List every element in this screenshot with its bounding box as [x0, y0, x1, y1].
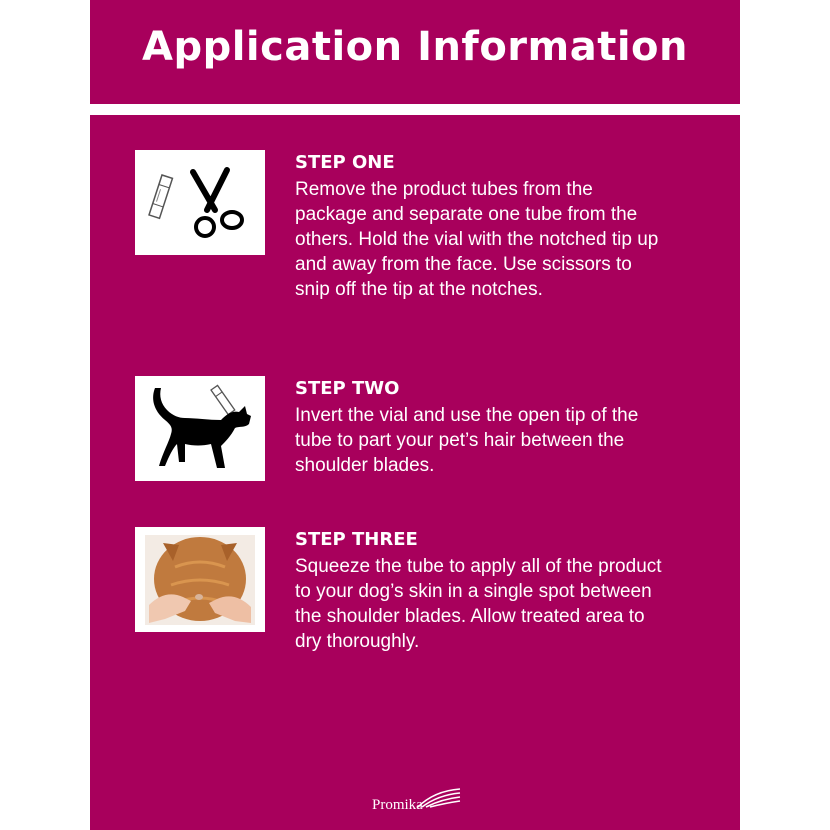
- instructions-panel: [90, 115, 740, 830]
- step-title: STEP ONE: [295, 152, 395, 173]
- step-body: Squeeze the tube to apply all of the product to your dog’s skin in a single spot between the shoulder blades. Allow treated area to dry thoroughly.: [295, 556, 662, 652]
- step-two-text: [295, 378, 665, 478]
- vial-and-scissors-icon: [135, 150, 265, 255]
- promika-logo: [372, 787, 462, 817]
- step-body: Invert the vial and use the open tip of the tube to part your pet’s hair between the shoulder blades.: [295, 405, 639, 476]
- page-title: Application Information: [142, 24, 688, 70]
- logo-text: Promika: [372, 797, 423, 813]
- step-title: STEP TWO: [295, 378, 400, 399]
- header-banner: [90, 0, 740, 104]
- step-three-text: [295, 529, 665, 654]
- step-body: Remove the product tubes from the package and separate one tube from the others. Hold the vial with the notched tip up and away from the face. Use scissors to snip off the tip at the notches.: [295, 179, 659, 300]
- logo-swoosh-icon: [412, 787, 462, 809]
- step-one-text: [295, 152, 665, 302]
- step-title: STEP THREE: [295, 529, 418, 550]
- cat-with-vial-icon: [135, 376, 265, 481]
- parting-fur-photo: [135, 527, 265, 632]
